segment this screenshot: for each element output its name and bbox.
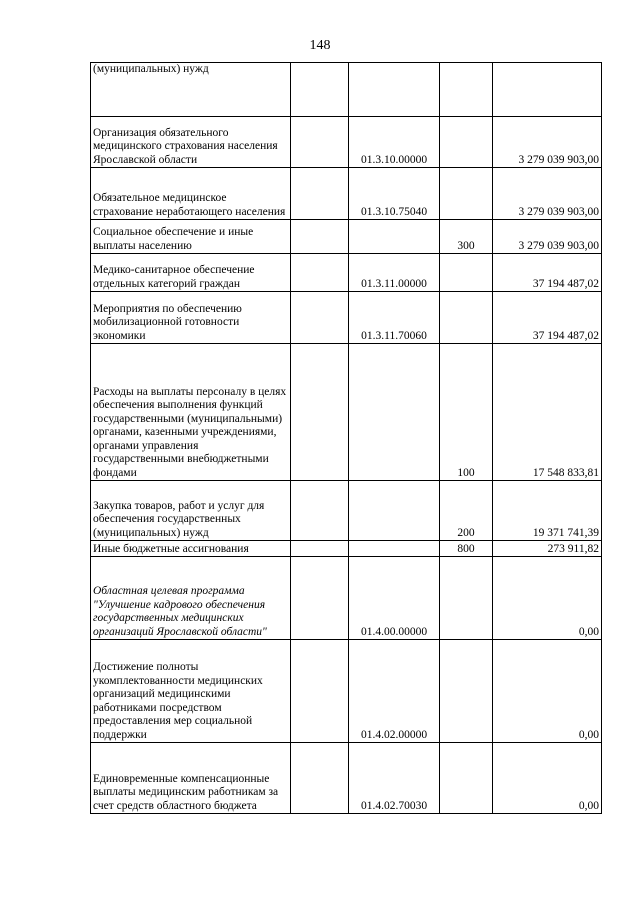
row-empty-cell — [291, 557, 349, 640]
row-name-cell: Мероприятия по обеспечению мобилизационной готовности экономики — [91, 292, 291, 344]
table-row — [91, 220, 602, 254]
table-row — [91, 481, 602, 541]
table-row — [91, 254, 602, 292]
row-amount-cell: 0,00 — [493, 640, 602, 743]
row-amount-cell: 3 279 039 903,00 — [493, 117, 602, 168]
row-name-cell: Иные бюджетные ассигнования — [91, 541, 291, 557]
row-code-cell: 01.4.02.00000 — [349, 640, 440, 743]
row-code-cell — [349, 63, 440, 117]
row-type-cell — [440, 743, 493, 814]
row-empty-cell — [291, 168, 349, 220]
table-row — [91, 63, 602, 117]
row-type-cell — [440, 117, 493, 168]
row-amount-cell: 3 279 039 903,00 — [493, 220, 602, 254]
row-amount-cell: 0,00 — [493, 743, 602, 814]
budget-table-body — [91, 63, 602, 814]
row-amount-cell: 17 548 833,81 — [493, 344, 602, 481]
row-type-cell — [440, 640, 493, 743]
row-name-cell: Социальное обеспечение и иные выплаты населению — [91, 220, 291, 254]
table-row — [91, 541, 602, 557]
row-code-cell — [349, 541, 440, 557]
row-empty-cell — [291, 117, 349, 168]
row-empty-cell — [291, 640, 349, 743]
table-row — [91, 743, 602, 814]
row-type-cell: 200 — [440, 481, 493, 541]
row-type-cell — [440, 168, 493, 220]
row-empty-cell — [291, 63, 349, 117]
table-row — [91, 557, 602, 640]
row-type-cell — [440, 254, 493, 292]
row-type-cell — [440, 292, 493, 344]
row-empty-cell — [291, 220, 349, 254]
row-type-cell: 800 — [440, 541, 493, 557]
row-amount-cell: 3 279 039 903,00 — [493, 168, 602, 220]
row-name-cell: Расходы на выплаты персоналу в целях обеспечения выполнения функций государственными (муниципальными) органами, казенными учреждениями, органами управления государственными внебюджетными фондами — [91, 344, 291, 481]
row-type-cell: 300 — [440, 220, 493, 254]
row-amount-cell: 0,00 — [493, 557, 602, 640]
row-code-cell: 01.4.00.00000 — [349, 557, 440, 640]
row-code-cell: 01.3.10.75040 — [349, 168, 440, 220]
row-code-cell: 01.3.11.00000 — [349, 254, 440, 292]
table-row — [91, 344, 602, 481]
row-type-cell — [440, 557, 493, 640]
row-name-cell: Областная целевая программа "Улучшение кадрового обеспечения государственных медицинских организаций Ярославской области" — [91, 557, 291, 640]
row-name-cell: Медико-санитарное обеспечение отдельных категорий граждан — [91, 254, 291, 292]
row-name-cell: Достижение полноты укомплектованности медицинских организаций медицинскими работниками посредством предоставления мер социальной поддержки — [91, 640, 291, 743]
row-amount-cell — [493, 63, 602, 117]
row-code-cell: 01.3.10.00000 — [349, 117, 440, 168]
row-empty-cell — [291, 481, 349, 541]
row-code-cell — [349, 481, 440, 541]
table-row — [91, 292, 602, 344]
row-amount-cell: 273 911,82 — [493, 541, 602, 557]
row-empty-cell — [291, 292, 349, 344]
row-name-cell: Закупка товаров, работ и услуг для обеспечения государственных (муниципальных) нужд — [91, 481, 291, 541]
row-code-cell: 01.3.11.70060 — [349, 292, 440, 344]
row-code-cell — [349, 220, 440, 254]
row-name-cell: Организация обязательного медицинского страхования населения Ярославской области — [91, 117, 291, 168]
row-type-cell — [440, 63, 493, 117]
row-name-cell: Единовременные компенсационные выплаты медицинским работникам за счет средств областного бюджета — [91, 743, 291, 814]
page-number: 148 — [309, 38, 331, 53]
table-row — [91, 117, 602, 168]
row-code-cell — [349, 344, 440, 481]
row-amount-cell: 37 194 487,02 — [493, 254, 602, 292]
row-code-cell: 01.4.02.70030 — [349, 743, 440, 814]
row-empty-cell — [291, 541, 349, 557]
row-empty-cell — [291, 743, 349, 814]
row-empty-cell — [291, 344, 349, 481]
budget-table — [90, 62, 602, 814]
table-row — [91, 168, 602, 220]
row-empty-cell — [291, 254, 349, 292]
table-row — [91, 640, 602, 743]
row-amount-cell: 19 371 741,39 — [493, 481, 602, 541]
row-name-cell: Обязательное медицинское страхование неработающего населения — [91, 168, 291, 220]
row-type-cell: 100 — [440, 344, 493, 481]
row-amount-cell: 37 194 487,02 — [493, 292, 602, 344]
row-name-cell: (муниципальных) нужд — [91, 63, 291, 117]
